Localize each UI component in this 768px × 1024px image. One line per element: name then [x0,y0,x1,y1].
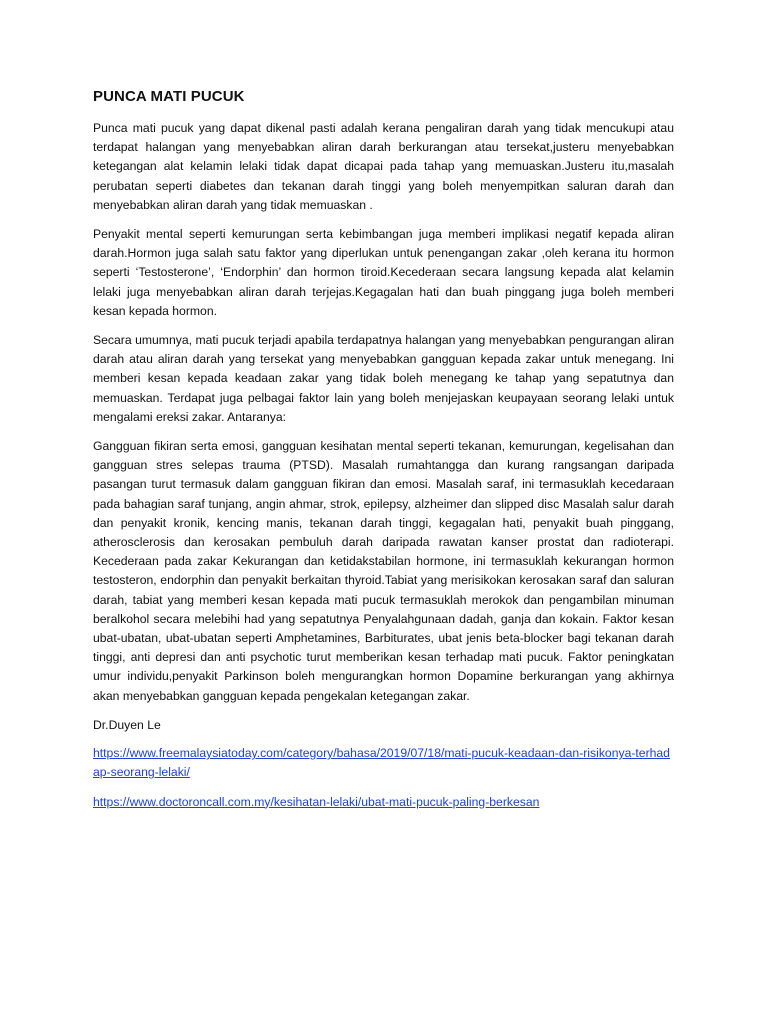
author-signature: Dr.Duyen Le [93,717,161,732]
reference-link-doctoroncall[interactable]: https://www.doctoroncall.com.my/kesihatan-lelaki/ubat-mati-pucuk-paling-berkesan [93,794,540,809]
document-title: PUNCA MATI PUCUK [93,88,245,105]
document-page [93,88,674,822]
paragraph-4: Gangguan fikiran serta emosi, gangguan kesihatan mental seperti tekanan, kemurungan, kegelisahan dan gangguan stres selepas trauma (PTSD). Masalah rumahtangga dan kurang rangsangan daripada pasangan turut termasuk dalam gangguan fikiran dan emosi. Masalah saraf, ini termasuklah kecedaraan pada bahagian saraf tunjang, angin ahmar, strok, epilepsy, alzheimer dan slipped disc Masalah salur darah dan penyakit kronik, kencing manis, tekanan darah tinggi, kegagalan hati, penyakit buah pinggang, atherosclerosis dan kerosakan pembuluh darah daripada rawatan kanser prostat dan radioterapi. Kecederaan pada zakar Kekurangan dan ketidakstabilan hormone, ini termasuklah kekurangan hormon testosteron, endorphin dan penyakit berkaitan thyroid.Tabiat yang merisikokan kerosakan saraf dan saluran darah, tabiat yang memberi kesan kepada mati pucuk termasuklah merokok dan pengambilan minuman beralkohol secara melebihi had yang sepatutnya Penyalahgunaan dadah, ganja dan kokain. Faktor kesan ubat-ubatan, ubat-ubatan seperti Amphetamines, Barbiturates, ubat jenis beta-blocker bagi tekanan darah tinggi, anti depresi dan anti psychotic turut memberikan kesan terhadap mati pucuk. Faktor peningkatan umur individu,penyakit Parkinson boleh mengurangkan hormon Dopamine berkurangan yang akhirnya akan menyebabkan gangguan kepada pengekalan ketegangan zakar. [93,439,674,703]
reference-link-freemalaysiatoday[interactable]: https://www.freemalaysiatoday.com/category/bahasa/2019/07/18/mati-pucuk-keadaan-dan-risikonya-terhadap-seorang-lelaki/ [93,746,670,780]
paragraph-2: Penyakit mental seperti kemurungan serta kebimbangan juga memberi implikasi negatif kepada aliran darah.Hormon juga salah satu faktor yang diperlukan untuk penengangan zakar ,oleh kerana itu hormon seperti ‘Testosterone’, ‘Endorphin’ dan hormon tiroid.Kecederaan secara langsung kepada alat kelamin lelaki juga menyebabkan aliran darah terjejas.Kegagalan hati dan buah pinggang juga boleh memberi kesan kepada hormon. [93,227,674,318]
paragraph-3: Secara umumnya, mati pucuk terjadi apabila terdapatnya halangan yang menyebabkan pengurangan aliran darah atau aliran darah yang tersekat yang menyebabkan gangguan kepada zakar untuk menegang. Ini memberi kesan kepada keadaan zakar yang tidak boleh menegang ke tahap yang sepatutnya dan memuaskan. Terdapat juga pelbagai faktor lain yang boleh menjejaskan keupayaan seorang lelaki untuk mengalami ereksi zakar. Antaranya: [93,333,674,424]
paragraph-1: Punca mati pucuk yang dapat dikenal pasti adalah kerana pengaliran darah yang tidak mencukupi atau terdapat halangan yang menyebabkan aliran darah berkurangan atau tersekat,justeru menyebabkan ketegangan alat kelamin lelaki tidak dapat dicapai pada tahap yang memuaskan.Justeru itu,masalah perubatan seperti diabetes dan tekanan darah tinggi yang boleh menyempitkan saluran darah dan menyebabkan aliran darah yang tidak memuaskan . [93,121,674,212]
